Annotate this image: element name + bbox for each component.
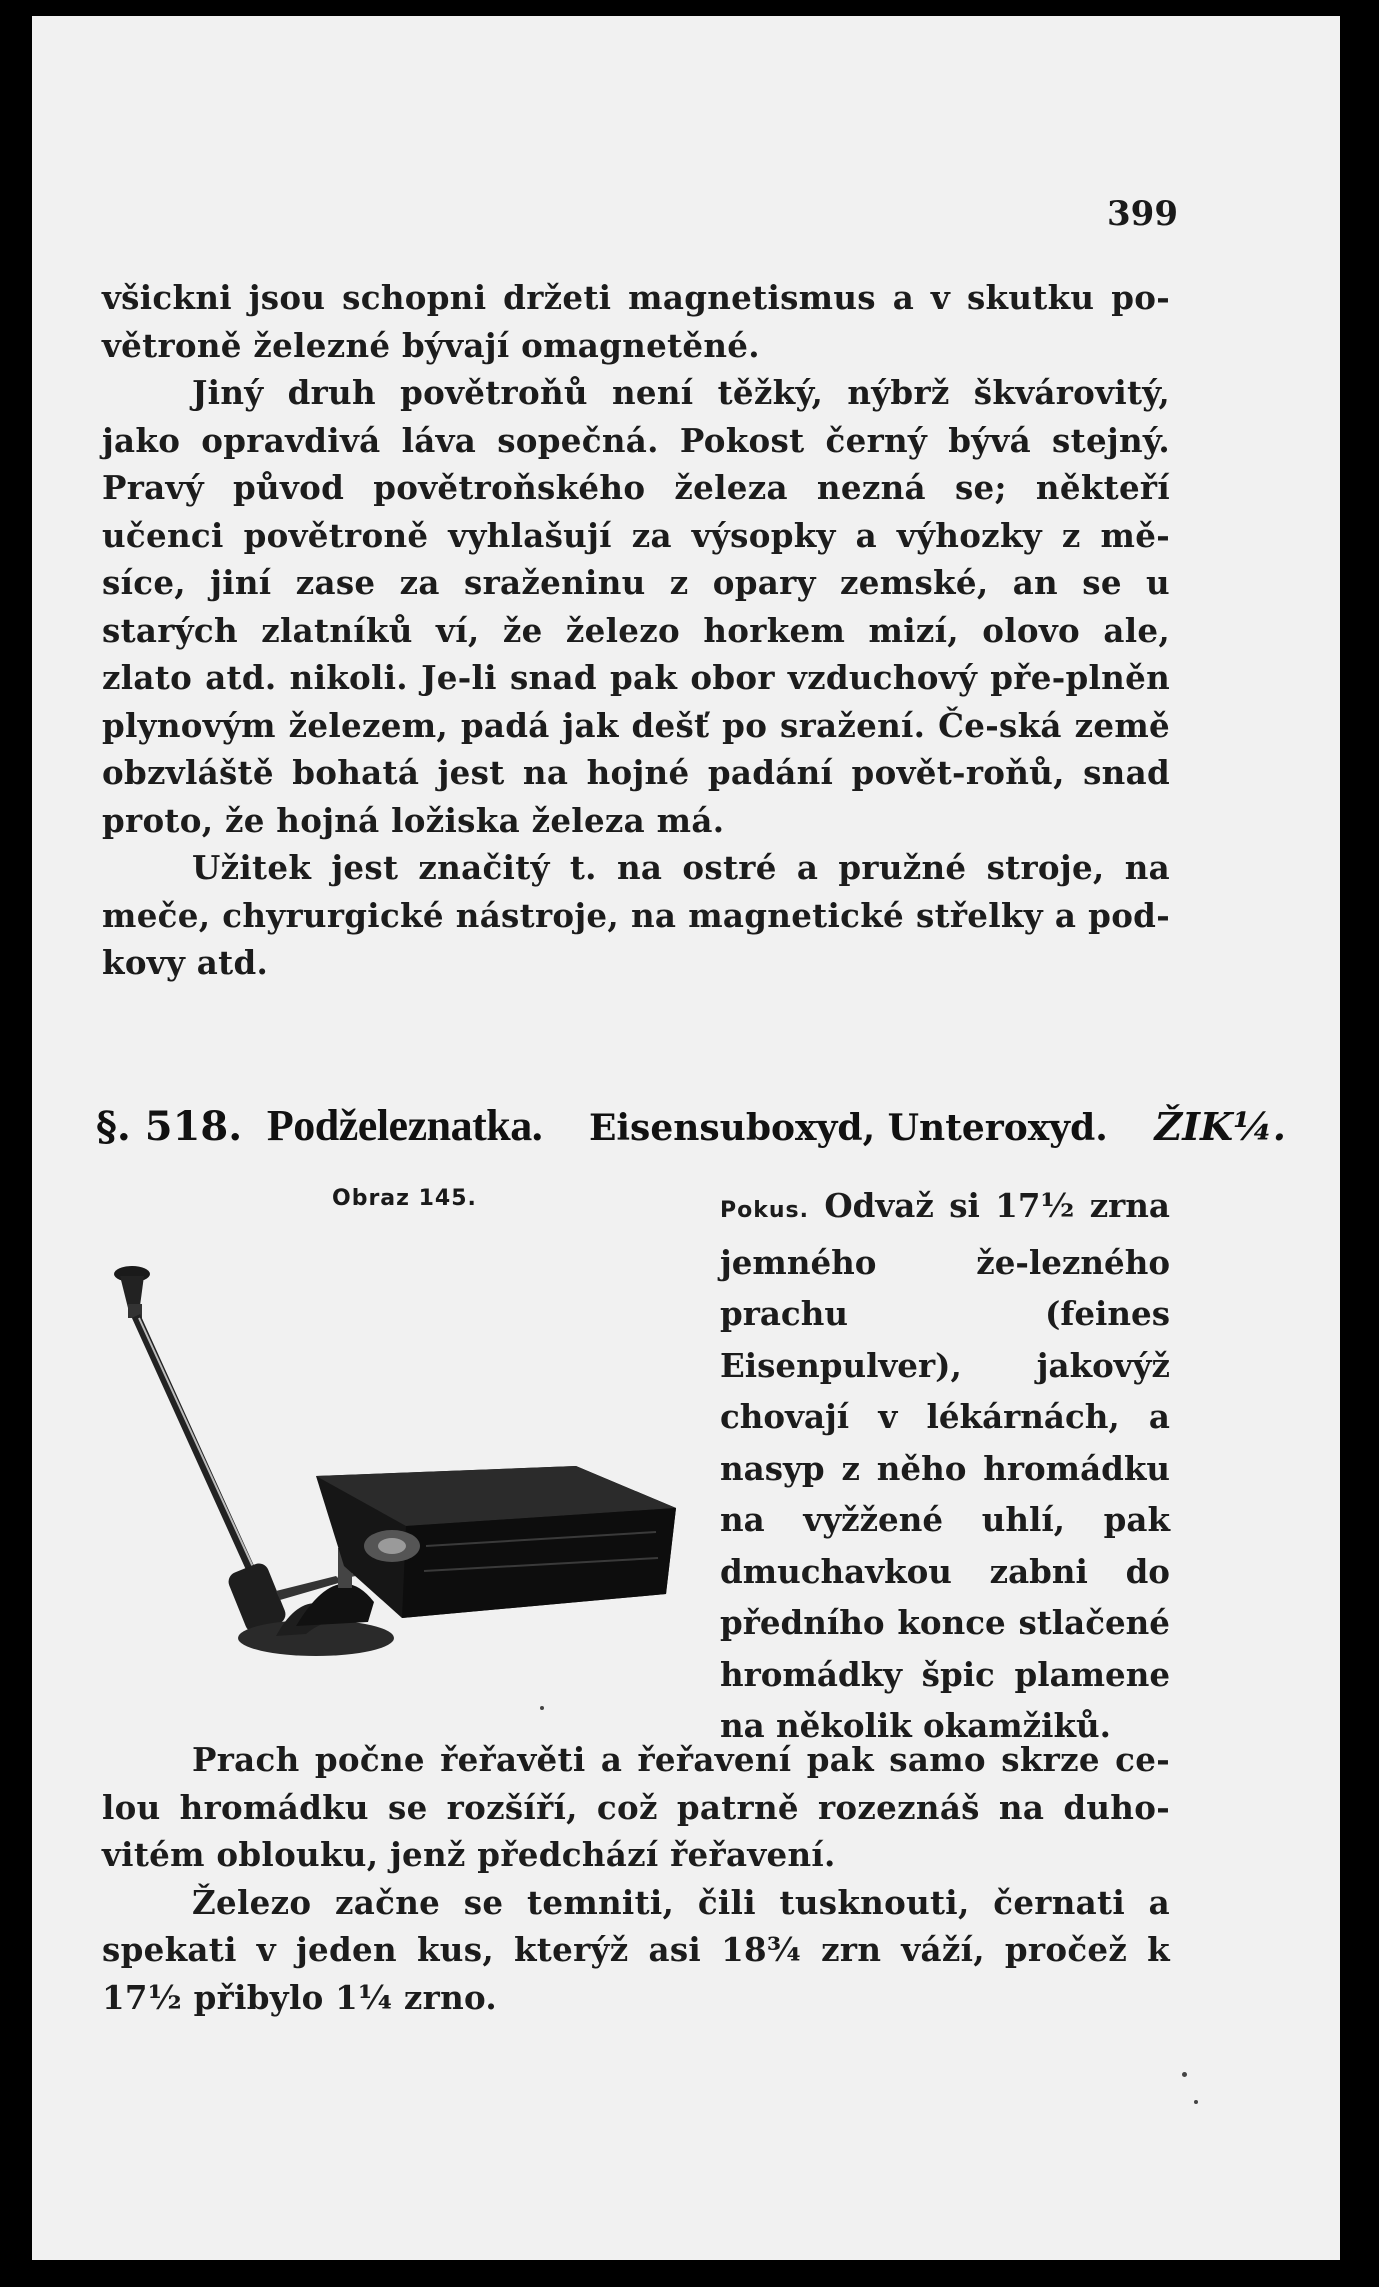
paragraph: Užitek jest značitý t. na ostré a pružné stroje, na meče, chyrurgické nástroje, na magnetické střelky a pod-kovy atd. — [102, 848, 1170, 982]
section-title: Podželeznatka. — [266, 1101, 543, 1150]
experiment-label: Pokus. — [720, 1198, 809, 1223]
paragraph-block-2 — [102, 1736, 1170, 2021]
section-heading — [96, 1100, 1286, 1170]
speck — [1194, 2100, 1198, 2104]
blowpipe-charcoal-illustration — [106, 1226, 706, 1666]
paragraph: všickni jsou schopni držeti magnetismus a v skutku po-větroně železné bývají omagnetěné. — [102, 278, 1170, 365]
paragraph: Železo začne se temniti, čili tusknouti, černati a spekati v jeden kus, kterýž asi 18¾ zrn váží, pročež k 17½ přibylo 1¼ zrno. — [102, 1882, 1170, 2017]
experiment-body: Odvaž si 17½ zrna jemného že-lezného prachu (feines Eisenpulver), jakovýž chovají v lékárnách, a nasyp z něho hromádku na vyžžené uhlí, pak dmuchavkou zabni do předního konce stlačené hromádky špic plamene na několik okamžiků. — [720, 1186, 1170, 1745]
page-number: 399 — [1107, 194, 1178, 234]
figure-caption: Obraz 145. — [332, 1186, 477, 1211]
paragraph: Prach počne řeřavěti a řeřavení pak samo skrze ce-lou hromádku se rozšíří, což patrně rozeznáš na duho-vitém oblouku, jenž předchází řeřavení. — [102, 1740, 1170, 1874]
experiment-text — [720, 1180, 1170, 1752]
book-page — [32, 16, 1340, 2260]
charcoal-block-icon — [316, 1466, 676, 1618]
speck — [540, 1706, 544, 1710]
paragraph-block-1 — [102, 274, 1170, 987]
section-number: §. 518. — [96, 1103, 243, 1150]
chemical-formula: ŽIK¼. — [1154, 1104, 1286, 1149]
speck — [1182, 2072, 1187, 2077]
german-name: Eisensuboxyd, Unteroxyd. — [588, 1107, 1108, 1149]
blowpipe-icon — [114, 1266, 368, 1636]
paragraph: Jiný druh povětroňů není těžký, nýbrž škvárovitý, jako opravdivá láva sopečná. Pokost černý bývá stejný. Pravý původ povětroňského železa nezná se; někteří učenci povětroně vyhlašují za výsopky a výhozky z mě-síce, jiní zase za sraženinu z opary zemské, an se u starých zlatníků ví, že železo horkem mizí, olovo ale, zlato atd. nikoli. Je-li snad pak obor vzduchový pře-plněn plynovým železem, padá jak dešť po sražení. Če-ská země obzvláště bohatá jest na hojné padání povět-roňů, snad proto, že hojná ložiska železa má. — [102, 373, 1170, 840]
